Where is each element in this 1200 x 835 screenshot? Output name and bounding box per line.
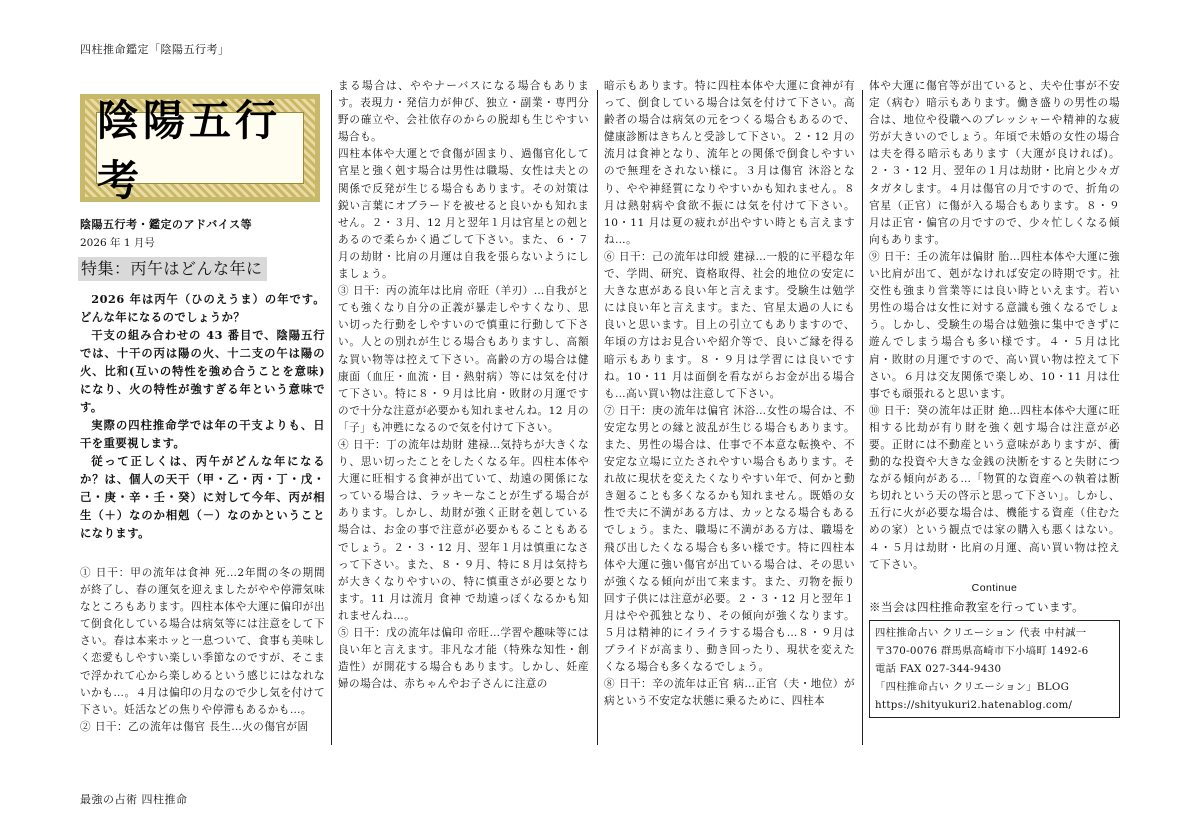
contact-org: 四柱推命占い クリエーション 代表 中村誠一 [875,626,1087,639]
contact-blog-url[interactable]: https://shityukuri2.hatenablog.com/ [875,698,1073,711]
title-banner [80,94,320,205]
column-3-body [604,78,855,710]
feature-heading: 特集：丙午はどんな年に [78,257,267,281]
feature-intro [80,290,325,542]
stem-paragraph: ⑦ 日干：庚の流年は偏官 沐浴…女性の場合は、不安定な男との縁と波乱が生じる場合もあります。また、男性の場合は、仕事で不本意な転換や、不安定な立場に立たされやすい場合もあります。それ故に現状を変えたくなりやすい年で、何かと動き廻ることも多くなるかも知れません。既婚の女性で夫に不満がある方は、カッとなる場合もあるでしょう。また、職場に不満がある方は、職場を飛び出したくなる場合も多い様です。特に四柱本体や大運に強い傷官が出ている場合は、その思いが強くなる傾向が出て来ます。また、刃物を振り回す子供には注意が必要。２・３・12 月と翌年１月はやや孤独となり、その傾向が強くなります。５月は精神的にイライラする場合も…８・９月はプライドが高まり、動き回ったり、現状を変えたくなる場合も多くなるでしょう。 [604,404,855,674]
stem-paragraph: ④ 日干：丁の流年は劫財 建禄…気持ちが大きくなり、思い切ったことをしたくなる年。四柱本体や大運に旺相する食神が出ていて、劫遠の関係になっている場合は、ラッキーなことが生ずる場合があります。しかし、劫財が強く正財を剋している場合は、お金の事で注意が必要かもることもあるでしょう。２・３・12 月、翌年１月は慎重になさって下さい。また、８・９月、特に８月は気持ちが大きくなりやすいの、特に慎重さが必要となります。11 月は流月 食神 で劫遠っぽくなるかも知れませんね…。 [338,438,589,622]
column-4-body [869,78,1120,718]
banner-title: 陰陽五行考 [97,96,282,205]
contact-blog-name: 「四柱推命占い クリエーション」BLOG [875,680,1070,693]
banner-inner-frame [96,96,304,205]
column-2-body [338,78,589,693]
issue-date: 2026 年 1 月号 [80,237,155,249]
intro-paragraph: 2026 年は丙午（ひのえうま）の年です。どんな年になるのでしょうか？ [80,292,325,324]
stem-paragraph: ③ 日干：丙の流年は比肩 帝旺（羊刃）…自我がとても強くなり自分の正義が暴走しやすくなり、思い切った行動をしやすいので慎重に行動して下さい。人との別れが生じる場合もありますし、高額な買い物等は控えて下さい。高齢の方の場合は健康面（血圧・血流・目・熱射病）等には気を付けて下さい。特に８・９月は比肩・敗財の月運ですので十分な注意が必要かも知れませんね。12 月の「子」も冲甦になるので気を付けて下さい。 [338,285,589,434]
running-footer: 最強の占術 四柱推命 [80,793,188,806]
contact-box [869,620,1120,718]
contact-phone: 電話 FAX 027-344-9430 [875,662,1002,675]
stem-paragraph: 暗示もあります。特に四柱本体や大運に食神が有って、倒食している場合は気を付けて下さい。高齢者の場合は病気の元をつくる場合もあるので、健康診断はきちんと受診して下さい。２・12 月の流月は食神となり、流年との関係で倒食しやすいので無理をされない様に。３月は傷官 沐浴となり、やや神経質になりやすいかも知れません。８月は熱射病や食欲不振には気を付けて下さい。10・11 月は夏の疲れが出やすい時とも言えますね…。 [604,80,855,246]
intro-paragraph: 従って正しくは、丙午がどんな年になるか？は、個人の天干（甲・乙・丙・丁・戊・己・庚・辛・壬・癸）に対して今年、丙が相生（＋）なのか相剋（－）なのかということになります。 [80,454,325,540]
running-header: 四柱推命鑑定「陰陽五行考」 [80,43,230,56]
contact-address: 〒370-0076 群馬県高崎市下小塙町 1492-6 [875,644,1089,657]
class-notice: ※当会は四柱推命教室を行っています。 [869,599,1085,614]
newsletter-subtitle: 陰陽五行考・鑑定のアドバイス等 [80,218,253,231]
stem-paragraph: ⑤ 日干：戊の流年は偏印 帝旺…学習や趣味等には良い年と言えます。非凡な才能（特殊な知性・創造性）が開花する場合もあります。しかし、妊産婦の場合は、赤ちゃんやお子さんに注意の [338,627,589,691]
stem-paragraph: ② 日干：乙の流年は傷官 長生…火の傷官が固 [80,720,309,733]
stem-paragraph: ⑨ 日干：壬の流年は偏財 胎…四柱本体や大運に強い比肩が出て、剋がなければ安定の時期です。社交性も強まり営業等には良い時といえます。若い男性の場合は女性に対する意識も強くなるでしょう。しかし、受験生の場合は勉強に集中できずに遊んでしまう場合も多い様です。４・５月は比肩・敗財の月運ですので、高い買い物は控えて下さい。６月は交友関係で楽しめ、10・11 月は仕事でも頑張れると思います。 [869,250,1120,400]
stem-paragraph: ⑩ 日干：癸の流年は正財 絶…四柱本体や大運に旺相する比劫が有り財を強く剋す場合は注意が必要。正財には不動産という意味がありますが、衝動的な投資や大きな金銭の決断をすると失財につながる傾向がある…「物質的な資産への執着は断ち切れという天の啓示と思って下さい」。しかし、五行に火が必要な場合は、機能する資産（住むための家）という観点では家の購入も悪くはない。４・５月は劫財・比肩の月運、高い買い物は控えて下さい。 [869,404,1120,571]
stem-paragraph: ⑥ 日干：己の流年は印綬 建禄…一般的に平穏な年で、学問、研究、資格取得、社会的地位の安定に大きな恵がある良い年と言えます。受験生は勉学には良い年と言えます。また、官星太過の人にも良いと思います。目上の引立てもありますので、年頃の方はお見合いや紹介等で、良いご縁を得る暗示もあります。８・９月は学習には良いですね。10・11 月は面倒を看ながらお金が出る場合も…高い買い物は注意して下さい。 [604,250,855,400]
stem-paragraph: 四柱本体や大運とで食傷が固まり、過傷官化して官星と強く剋す場合は男性は職場、女性は夫との関係で反発が生じる場合もあります。その対策は鋭い言葉にオブラードを被せると良いかも知れません。２・３月、12 月と翌年１月は官星との剋とあるので柔らかく過ごして下さい。また、６・７月の劫財・比肩の月運は自我を張らないようにしましょう。 [338,148,589,281]
stem-paragraph: まる場合は、ややナーバスになる場合もあります。表現力・発信力が伸び、独立・副業・専門分野の確立や、会社依存のからの脱却も生じやすい場合も。 [338,80,589,144]
stem-paragraph: ① 日干：甲の流年は食神 死…2年間の冬の期間が終了し、春の運気を迎えましたがやや停滞気味なところもあります。四柱本体や大運に偏印が出て倒食化している場合は病気等には注意をして下さい。春は本来ホッと一息ついて、食事も美味しく恋愛もしやすい楽しい季節なのですが、そこまで浮かれて心から楽しめるという感じにはなれないかも…。４月は偏印の月なので少し気を付けて下さい。妊活などの焦りや停滞もあるかも…。 [80,567,325,716]
intro-paragraph: 実際の四柱推命学では年の干支よりも、日干を重要視します。 [80,418,325,450]
intro-paragraph: 干支の組み合わせの 43 番目で、陰陽五行では、十干の丙は陽の火、十二支の午は陽の火、比和(互いの特性を強め合うことを意味)になり、火の特性が強すぎる年という意味です。 [80,328,325,414]
stem-paragraph: 体や大運に傷官等が出ていると、夫や仕事が不安定（病む）暗示もあります。働き盛りの男性の場合は、地位や役職へのプレッシャーや精神的な疲労が大きいのでしょう。年頃で未婚の女性の場合は夫を得る暗示もあります（大運が良ければ)。２・３・12 月、翌年の１月は劫財・比肩と少々ガタガタします。４月は傷官の月ですので、折角の官星（正官）に傷が入る場合もあります。８・９月は正官・偏官の月ですので、少々忙しくなる傾向もあります。 [869,80,1120,246]
column-divider [862,90,863,745]
column-divider [331,90,332,745]
column-divider [597,90,598,745]
column-1-body [80,565,325,736]
continue-label: Continue [971,581,1018,594]
stem-paragraph: ⑧ 日干：辛の流年は正官 病…正官（夫・地位）が病という不安定な状態に乗るために、四柱本 [604,678,855,708]
